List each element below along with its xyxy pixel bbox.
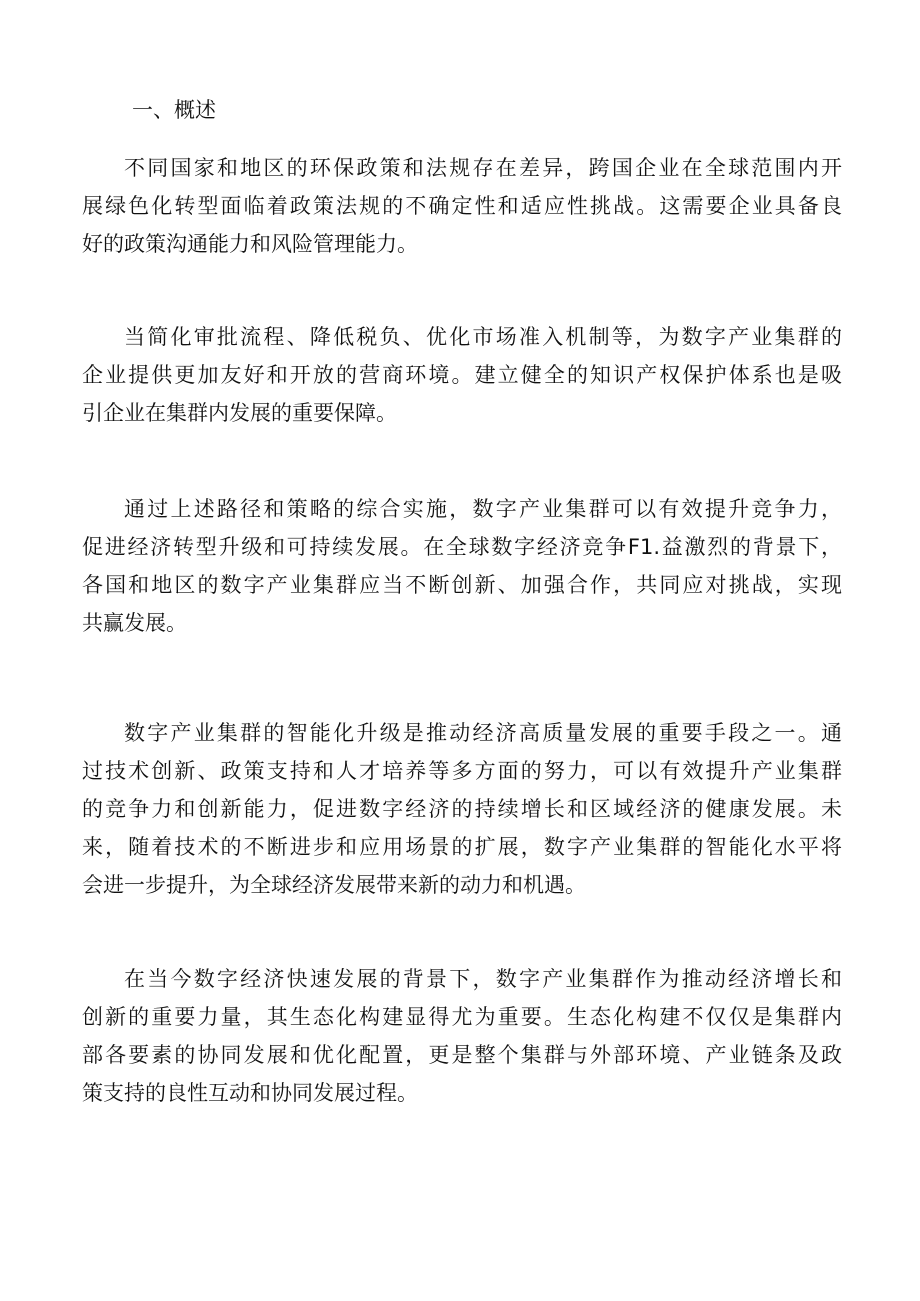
paragraph-line: 展绿色化转型面临着政策法规的不确定性和适应性挑战。这需要企业具备良 (82, 194, 842, 218)
section-heading: 一、概述 (132, 98, 216, 122)
paragraph-4 (82, 714, 842, 904)
paragraph-line: 促进经济转型升级和可持续发展。在全球数字经济竞争F1.益激烈的背景下， (82, 535, 842, 559)
paragraph-2 (82, 318, 842, 432)
paragraph-line: 部各要素的协同发展和优化配置，更是整个集群与外部环境、产业链条及政 (82, 1043, 842, 1067)
paragraph-1 (82, 149, 842, 263)
paragraph-line: 各国和地区的数字产业集群应当不断创新、加强合作，共同应对挑战，实现 (82, 573, 842, 597)
paragraph-line: 创新的重要力量，其生态化构建显得尤为重要。生态化构建不仅仅是集群内 (82, 1005, 842, 1029)
paragraph-line: 数字产业集群的智能化升级是推动经济高质量发展的重要手段之一。通 (124, 721, 842, 745)
paragraph-line: 共赢发展。 (82, 611, 187, 635)
paragraph-line: 通过上述路径和策略的综合实施，数字产业集群可以有效提升竞争力， (124, 497, 842, 521)
paragraph-line: 不同国家和地区的环保政策和法规存在差异，跨国企业在全球范围内开 (124, 156, 842, 180)
paragraph-line: 会进一步提升，为全球经济发展带来新的动力和机遇。 (82, 873, 586, 897)
paragraph-line: 策支持的良性互动和协同发展过程。 (82, 1081, 418, 1105)
paragraph-line: 引企业在集群内发展的重要保障。 (82, 401, 397, 425)
paragraph-line: 过技术创新、政策支持和人才培养等多方面的努力，可以有效提升产业集群 (82, 759, 842, 783)
paragraph-line: 在当今数字经济快速发展的背景下，数字产业集群作为推动经济增长和 (124, 967, 842, 991)
paragraph-line: 的竞争力和创新能力，促进数字经济的持续增长和区域经济的健康发展。未 (82, 797, 842, 821)
paragraph-3 (82, 490, 842, 642)
paragraph-line: 好的政策沟通能力和风险管理能力。 (82, 232, 418, 256)
paragraph-line: 企业提供更加友好和开放的营商环境。建立健全的知识产权保护体系也是吸 (82, 363, 842, 387)
paragraph-5 (82, 960, 842, 1112)
paragraph-line: 当简化审批流程、降低税负、优化市场准入机制等，为数字产业集群的 (124, 325, 842, 349)
paragraph-line: 来，随着技术的不断进步和应用场景的扩展，数字产业集群的智能化水平将 (82, 835, 842, 859)
